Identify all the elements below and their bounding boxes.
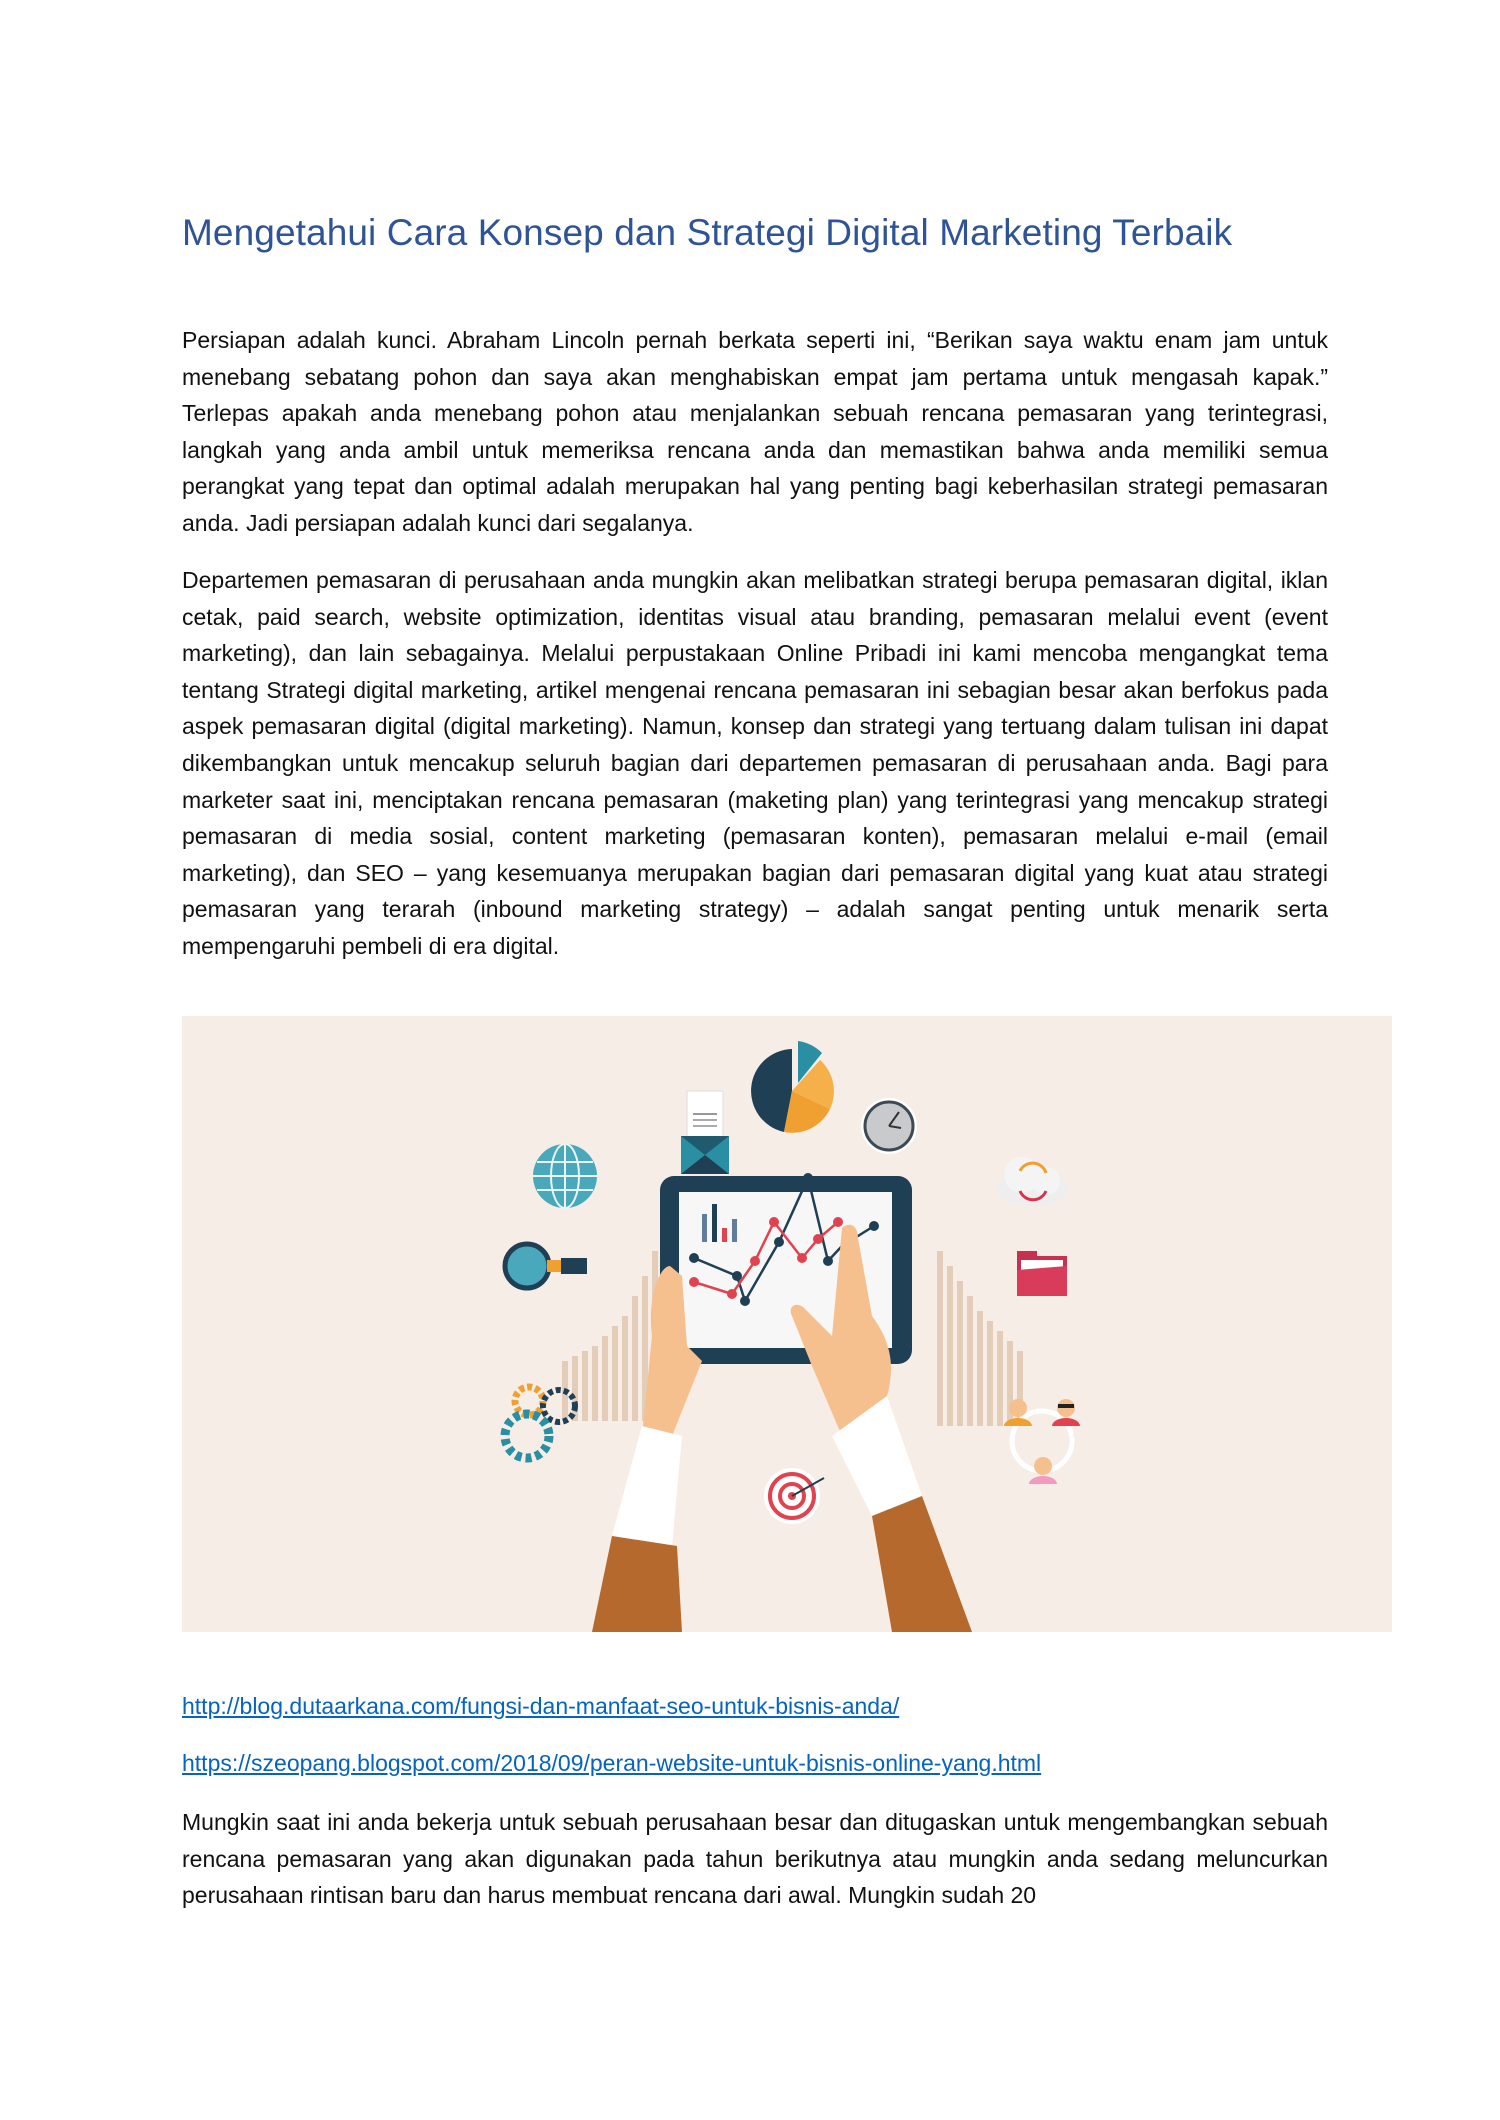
paragraph-intro: Persiapan adalah kunci. Abraham Lincoln pernah berkata seperti ini, “Berikan saya waktu enam jam untuk menebang sebatang pohon dan saya akan menghabiskan empat jam pertama untuk mengasah kapak.” Terlepas apakah anda menebang pohon atau menjalankan sebuah rencana pemasaran yang terintegrasi, langkah yang anda ambil untuk memeriksa rencana anda dan memastikan bahwa anda memiliki semua perangkat yang tepat dan optimal adalah merupakan hal yang penting bagi keberhasilan strategi pemasaran anda. Jadi persiapan adalah kunci dari segalanya.: [182, 327, 1328, 536]
clock-icon: [861, 1098, 917, 1154]
page-title: Mengetahui Cara Konsep dan Strategi Digital Marketing Terbaik: [182, 212, 1233, 253]
paragraph-marketing-plan: Mungkin saat ini anda bekerja untuk sebuah perusahaan besar dan ditugaskan untuk mengembangkan sebuah rencana pemasaran yang akan digunakan pada tahun berikutnya atau mungkin anda sedang meluncurkan perusahaan rintisan baru dan harus membuat rencana dari awal. Mungkin sudah 20: [182, 1809, 1328, 1909]
bar-decoration-right-icon: [937, 1251, 1023, 1426]
digital-marketing-illustration: [182, 1016, 1392, 1632]
paragraph-marketing-department: Departemen pemasaran di perusahaan anda mungkin akan melibatkan strategi berupa pemasaran digital, iklan cetak, paid search, website optimization, identitas visual atau branding, pemasaran melalui event (event marketing), dan lain sebagainya. Melalui perpustakaan Online Pribadi ini kami mencoba mengangkat tema tentang Strategi digital marketing, artikel mengenai rencana pemasaran ini sebagian besar akan berfokus pada aspek pemasaran digital (digital marketing). Namun, konsep dan strategi yang tertuang dalam tulisan ini dapat dikembangkan untuk mencakup seluruh bagian dari departemen pemasaran di perusahaan anda. Bagi para marketer saat ini, menciptakan rencana pemasaran (maketing plan) yang terintegrasi yang mencakup strategi pemasaran di media sosial, content marketing (pemasaran konten), pemasaran melalui e-mail (email marketing), dan SEO – yang kesemuanya merupakan bagian dari pemasaran digital yang kuat atau strategi pemasaran yang terarah (inbound marketing strategy) – adalah sangat penting untuk menarik serta mempengaruhi pembeli di era digital.: [182, 567, 1328, 959]
target-icon: [764, 1468, 824, 1524]
globe-icon: [533, 1144, 597, 1208]
magnifier-icon: [505, 1244, 587, 1288]
folder-icon: [1017, 1251, 1067, 1296]
cloud-sync-icon: [996, 1157, 1068, 1207]
people-network-icon: [1004, 1399, 1080, 1484]
reference-link-dutaarkana[interactable]: http://blog.dutaarkana.com/fungsi-dan-manfaat-seo-untuk-bisnis-anda/: [182, 1693, 900, 1719]
reference-link-szeopang[interactable]: https://szeopang.blogspot.com/2018/09/peran-website-untuk-bisnis-online-yang.html: [182, 1750, 1042, 1776]
envelope-document-icon: [681, 1091, 729, 1174]
pie-chart-icon: [751, 1041, 834, 1133]
